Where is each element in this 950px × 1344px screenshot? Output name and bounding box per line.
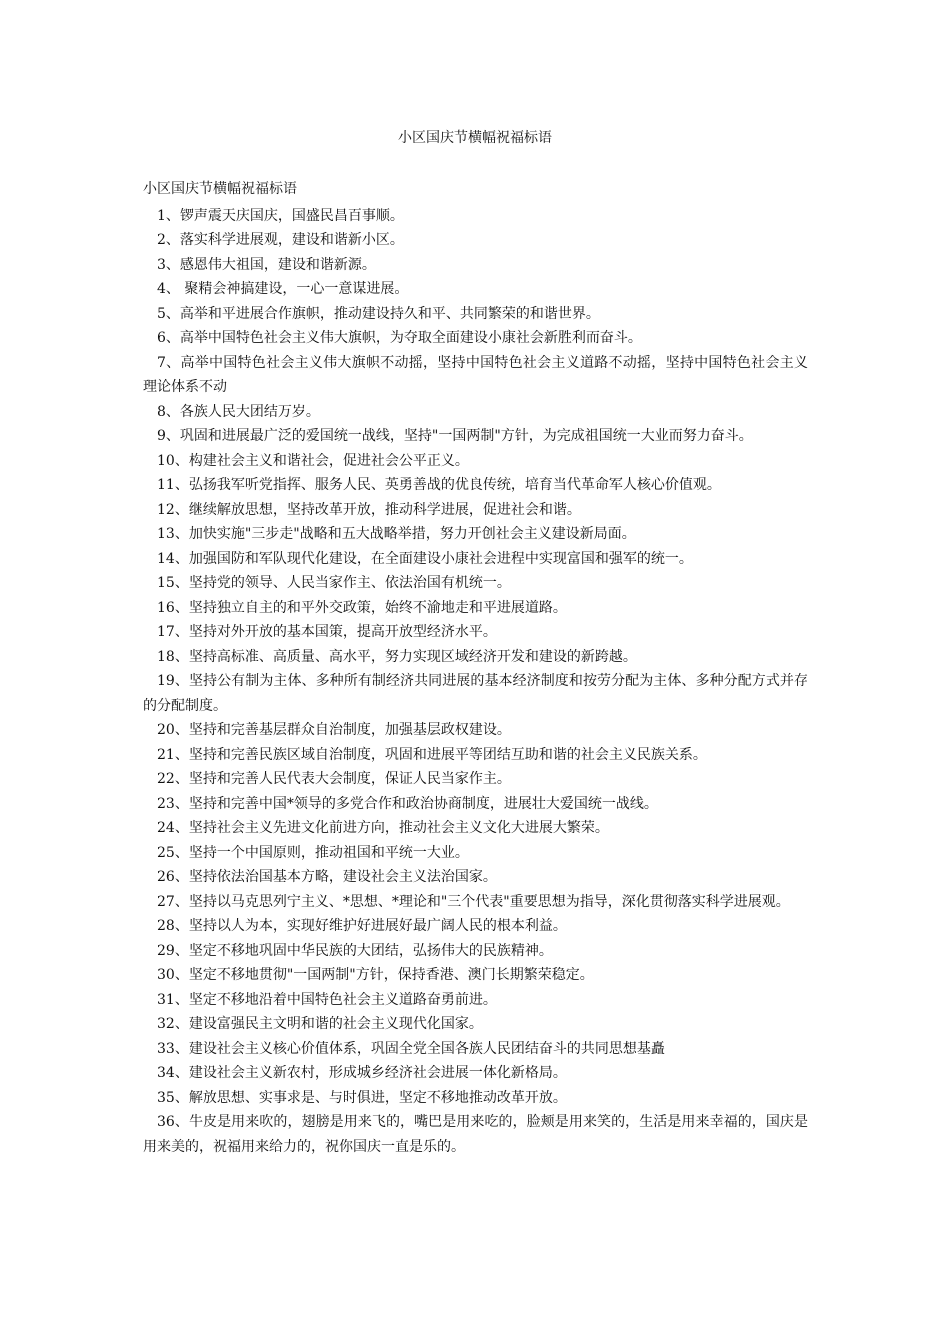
slogan-number: 17、 — [157, 624, 189, 640]
slogan-item — [143, 963, 808, 988]
slogan-number: 23、 — [157, 795, 189, 812]
slogan-text: 构建社会主义和谐社会，促进社会公平正义。 — [188, 452, 469, 469]
slogan-text: 各族人民大团结万岁。 — [179, 403, 320, 420]
slogan-number: 34、 — [157, 1065, 189, 1081]
slogan-text: 坚持一个中国原则，推动祖国和平统一大业。 — [188, 844, 469, 861]
slogan-text: 弘扬我军听党指挥、服务人民、英勇善战的优良传统，培育当代革命军人核心价值观。 — [188, 477, 721, 493]
slogan-item — [143, 228, 808, 253]
slogan-text: 坚持依法治国基本方略，建设社会主义法治国家。 — [188, 869, 497, 885]
slogan-text: 坚持和完善基层群众自治制度，加强基层政权建设。 — [188, 722, 511, 738]
slogan-item — [143, 620, 808, 645]
slogan-item — [143, 645, 808, 670]
slogan-number: 24、 — [157, 820, 189, 836]
slogan-text: 坚持和完善中国*领导的多党合作和政治协商制度，进展壮大爱国统一战线。 — [188, 795, 658, 812]
document-subtitle: 小区国庆节横幅祝福标语 — [143, 181, 297, 197]
slogan-item — [143, 253, 808, 278]
slogan-text: 坚持和完善人民代表大会制度，保证人民当家作主。 — [188, 771, 511, 787]
slogan-text: 继续解放思想，坚持改革开放，推动科学进展，促进社会和谐。 — [188, 501, 581, 518]
slogan-item — [143, 449, 808, 474]
slogan-item — [143, 988, 808, 1013]
slogan-item — [143, 743, 808, 768]
slogan-text: 聚精会神搞建设，一心一意谋进展。 — [179, 281, 409, 297]
slogan-number: 11、 — [157, 477, 189, 493]
slogan-number: 26、 — [157, 869, 189, 885]
slogan-text: 坚持社会主义先进文化前进方向，推动社会主义文化大进展大繁荣。 — [188, 820, 609, 836]
document-body — [143, 179, 808, 1159]
slogan-item — [143, 277, 808, 302]
slogan-item — [143, 939, 808, 964]
slogan-number: 6、 — [157, 330, 180, 346]
slogan-text: 解放思想、实事求是、与时俱进，坚定不移地推动改革开放。 — [188, 1089, 567, 1106]
slogan-number: 29、 — [157, 942, 189, 959]
slogan-number: 21、 — [157, 746, 189, 763]
slogan-text: 加快实施"三步走"战略和五大战略举措，努力开创社会主义建设新局面。 — [188, 526, 636, 542]
slogan-number: 9、 — [157, 428, 180, 444]
slogan-text: 坚持对外开放的基本国策，提高开放型经济水平。 — [188, 624, 497, 640]
slogan-item — [143, 424, 808, 449]
slogan-text: 坚持独立自主的和平外交政策，始终不渝地走和平进展道路。 — [188, 599, 567, 616]
slogan-number: 27、 — [157, 893, 189, 910]
slogan-number: 16、 — [157, 599, 189, 616]
slogan-number: 3、 — [157, 256, 180, 273]
slogan-item — [143, 400, 808, 425]
slogan-text: 锣声震天庆国庆，国盛民昌百事顺。 — [179, 207, 404, 224]
slogan-item — [143, 1012, 808, 1037]
slogan-text: 建设富强民主文明和谐的社会主义现代化国家。 — [188, 1016, 483, 1032]
slogan-item — [143, 718, 808, 743]
slogan-text: 坚定不移地沿着中国特色社会主义道路奋勇前进。 — [188, 991, 497, 1008]
slogan-item — [143, 1110, 808, 1159]
slogan-text: 高举中国特色社会主义伟大旗帜，为夺取全面建设小康社会新胜利而奋斗。 — [179, 330, 642, 346]
slogan-text: 巩固和进展最广泛的爱国统一战线，坚持"一国两制"方针，为完成祖国统一大业而努力奋斗。 — [179, 428, 753, 444]
slogan-number: 2、 — [157, 232, 180, 248]
slogan-text: 坚持以人为本，实现好维护好进展好最广阔人民的根本利益。 — [188, 918, 567, 934]
slogan-text: 坚定不移地巩固中华民族的大团结，弘扬伟大的民族精神。 — [188, 942, 553, 959]
slogan-item — [143, 841, 808, 866]
slogan-number: 36、 — [157, 1114, 189, 1130]
slogan-text: 坚持党的领导、人民当家作主、依法治国有机统一。 — [188, 575, 511, 591]
slogan-number: 20、 — [157, 722, 189, 738]
slogan-item — [143, 1061, 808, 1086]
slogan-item — [143, 865, 808, 890]
slogan-number: 7、 — [157, 354, 181, 371]
slogan-item — [143, 302, 808, 327]
slogan-item — [143, 1086, 808, 1111]
slogan-item — [143, 204, 808, 229]
slogan-number: 14、 — [157, 550, 189, 567]
slogan-number: 33、 — [157, 1040, 189, 1057]
slogan-number: 30、 — [157, 967, 189, 983]
slogan-number: 19、 — [157, 673, 189, 689]
slogan-text: 坚持公有制为主体、多种所有制经济共同进展的基本经济制度和按劳分配为主体、多种分配方式并存的分配制度。 — [143, 673, 808, 714]
slogan-item — [143, 596, 808, 621]
slogan-text: 加强国防和军队现代化建设，在全面建设小康社会进程中实现富国和强军的统一。 — [188, 550, 693, 567]
slogan-list — [143, 204, 808, 1160]
slogan-number: 1、 — [157, 207, 180, 224]
slogan-number: 18、 — [157, 648, 189, 665]
slogan-number: 32、 — [157, 1016, 189, 1032]
slogan-item — [143, 1037, 808, 1062]
slogan-text: 坚持高标准、高质量、高水平，努力实现区域经济开发和建设的新跨越。 — [188, 648, 637, 665]
slogan-item — [143, 571, 808, 596]
slogan-item — [143, 792, 808, 817]
slogan-number: 31、 — [157, 991, 189, 1008]
slogan-text: 牛皮是用来吹的，翅膀是用来飞的，嘴巴是用来吃的，脸颊是用来笑的，生活是用来幸福的，国庆是用来美的，祝福用来给力的，祝你国庆一直是乐的。 — [143, 1114, 808, 1155]
slogan-text: 建设社会主义新农村，形成城乡经济社会进展一体化新格局。 — [188, 1065, 567, 1081]
slogan-number: 13、 — [157, 526, 189, 542]
slogan-item — [143, 547, 808, 572]
slogan-text: 建设社会主义核心价值体系，巩固全党全国各族人民团结奋斗的共同思想基矗 — [188, 1040, 665, 1057]
slogan-number: 22、 — [157, 771, 189, 787]
slogan-item — [143, 498, 808, 523]
slogan-number: 10、 — [157, 452, 189, 469]
slogan-item — [143, 767, 808, 792]
slogan-item — [143, 669, 808, 718]
slogan-item — [143, 351, 808, 400]
slogan-text: 坚持和完善民族区域自治制度，巩固和进展平等团结互助和谐的社会主义民族关系。 — [188, 746, 707, 763]
slogan-number: 35、 — [157, 1089, 189, 1106]
slogan-item — [143, 326, 808, 351]
slogan-text: 落实科学进展观，建设和谐新小区。 — [179, 232, 404, 248]
slogan-number: 5、 — [157, 305, 180, 322]
slogan-text: 感恩伟大祖国，建设和谐新源。 — [179, 256, 376, 273]
slogan-text: 高举中国特色社会主义伟大旗帜不动摇，坚持中国特色社会主义道路不动摇，坚持中国特色社会主义理论体系不动 — [143, 354, 808, 395]
slogan-item — [143, 473, 808, 498]
slogan-number: 15、 — [157, 575, 189, 591]
slogan-number: 28、 — [157, 918, 189, 934]
slogan-text: 坚持以马克思列宁主义、*思想、*理论和"三个代表"重要思想为指导，深化贯彻落实科学进展观。 — [188, 893, 790, 910]
slogan-text: 坚定不移地贯彻"一国两制"方针，保持香港、澳门长期繁荣稳定。 — [188, 967, 594, 983]
slogan-item — [143, 914, 808, 939]
slogan-item — [143, 522, 808, 547]
slogan-item — [143, 890, 808, 915]
document-title: 小区国庆节横幅祝福标语 — [398, 130, 552, 146]
slogan-number: 8、 — [157, 403, 180, 420]
slogan-number: 4、 — [157, 281, 180, 297]
slogan-text: 高举和平进展合作旗帜，推动建设持久和平、共同繁荣的和谐世界。 — [179, 305, 600, 322]
slogan-number: 25、 — [157, 844, 189, 861]
slogan-number: 12、 — [157, 501, 189, 518]
slogan-item — [143, 816, 808, 841]
